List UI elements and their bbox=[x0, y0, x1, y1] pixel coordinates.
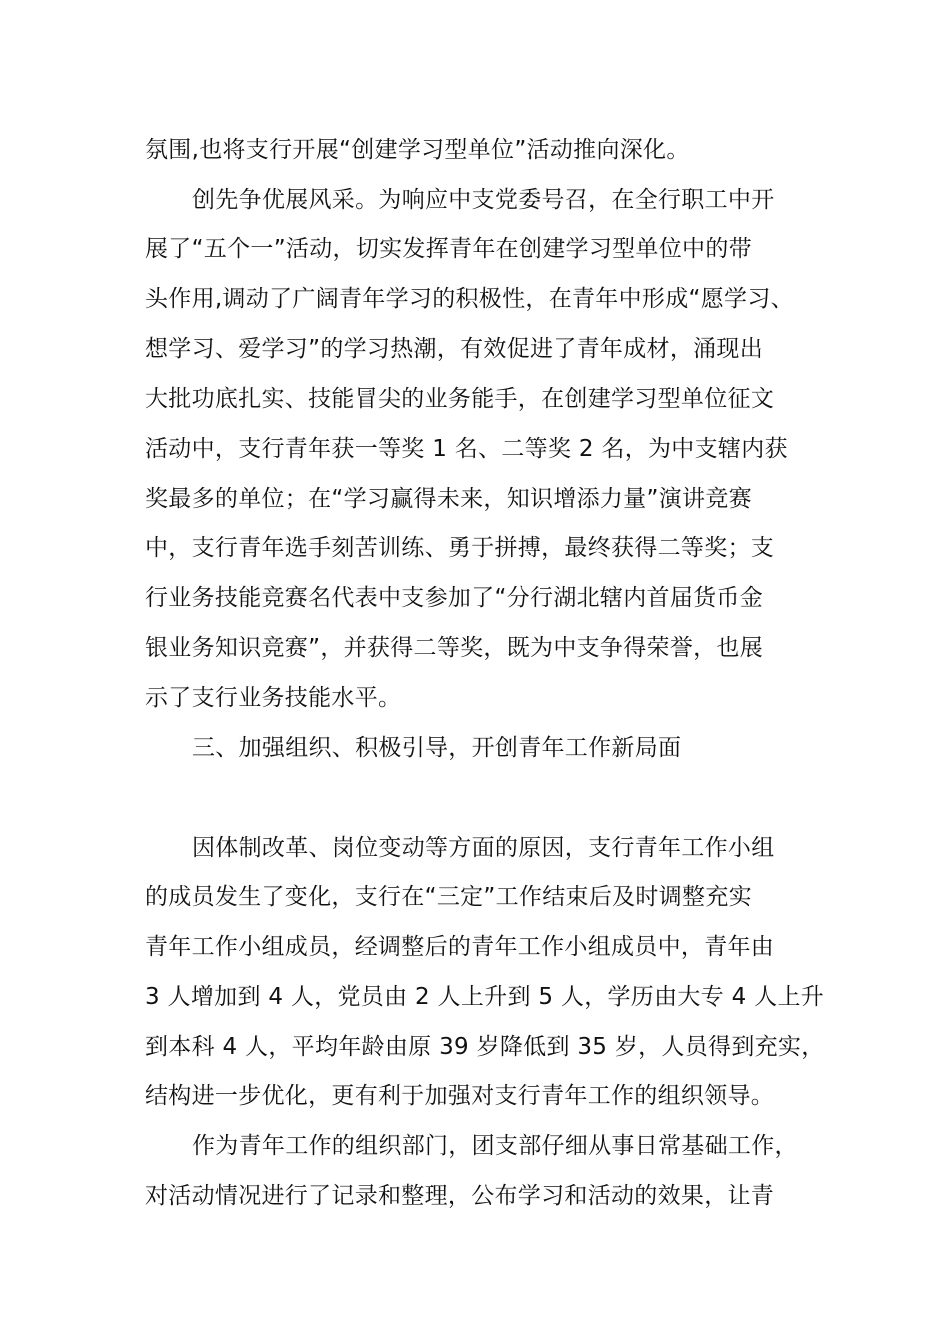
text-line: 的成员发生了变化，支行在“三定”工作结束后及时调整充实 bbox=[145, 884, 752, 910]
section-heading: 三、加强组织、积极引导，开创青年工作新局面 bbox=[192, 735, 682, 761]
text-line: 行业务技能竞赛名代表中支参加了“分行湖北辖内首届货币金 bbox=[145, 585, 764, 611]
text-line: 活动中，支行青年获一等奖 1 名、二等奖 2 名，为中支辖内获 bbox=[145, 436, 788, 462]
text-line: 银业务知识竞赛”，并获得二等奖，既为中支争得荣誉，也展 bbox=[145, 635, 764, 661]
text-line: 到本科 4 人，平均年龄由原 39 岁降低到 35 岁，人员得到充实， bbox=[145, 1034, 825, 1060]
text-line: 想学习、爱学习”的学习热潮，有效促进了青年成材，涌现出 bbox=[145, 336, 764, 362]
text-line: 大批功底扎实、技能冒尖的业务能手，在创建学习型单位征文 bbox=[145, 386, 775, 412]
text-line: 3 人增加到 4 人，党员由 2 人上升到 5 人，学历由大专 4 人上升 bbox=[145, 984, 825, 1010]
text-line: 奖最多的单位；在“学习赢得未来，知识增添力量”演讲竞赛 bbox=[145, 486, 752, 512]
text-line-continuation: 氛围,也将支行开展“创建学习型单位”活动推向深化。 bbox=[145, 137, 690, 163]
text-line: 中，支行青年选手刻苦训练、勇于拼搏，最终获得二等奖；支 bbox=[145, 535, 775, 561]
text-line: 对活动情况进行了记录和整理，公布学习和活动的效果，让青 bbox=[145, 1183, 775, 1209]
text-line: 展了“五个一”活动，切实发挥青年在创建学习型单位中的带 bbox=[145, 236, 752, 262]
text-line: 结构进一步优化，更有利于加强对支行青年工作的组织领导。 bbox=[145, 1083, 775, 1109]
paragraph-start-line: 创先争优展风采。为响应中支党委号召，在全行职工中开 bbox=[192, 187, 775, 213]
text-line: 示了支行业务技能水平。 bbox=[145, 685, 402, 711]
text-line: 头作用,调动了广阔青年学习的积极性，在青年中形成“愿学习、 bbox=[145, 286, 794, 312]
text-line: 青年工作小组成员，经调整后的青年工作小组成员中，青年由 bbox=[145, 934, 775, 960]
paragraph-start-line: 作为青年工作的组织部门，团支部仔细从事日常基础工作， bbox=[192, 1133, 798, 1159]
paragraph-start-line: 因体制改革、岗位变动等方面的原因，支行青年工作小组 bbox=[192, 835, 775, 861]
